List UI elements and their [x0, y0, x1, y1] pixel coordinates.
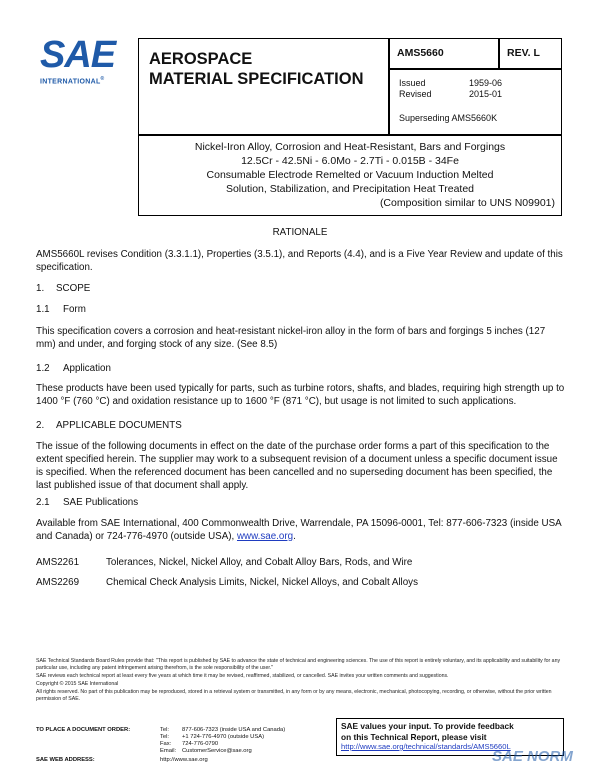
- section-2-1-title: SAE Publications: [63, 497, 139, 508]
- tel-value: 877-606-7323 (inside USA and Canada): [182, 727, 286, 733]
- section-1-1-number: 1.1: [36, 304, 50, 315]
- section-1-1-title: Form: [63, 304, 86, 315]
- section-1-2-text: These products have been used typically for parts, such as turbine rotors, shafts, and blades, requiring high strength up to 1400 °F (760 °C) and oxidation resistance up to 1600 °F (871 °C), but usage is not limited to such applications.: [36, 383, 565, 407]
- feedback-line-2: on this Technical Report, please visit: [341, 731, 487, 742]
- product-composition: (Composition similar to UNS N09901): [379, 197, 555, 209]
- superseding-note: Superseding AMS5660K: [399, 113, 498, 123]
- footer-rights: All rights reserved. No part of this publication may be reproduced, stored in a retrieval system or transmitted, in any form or by any means, electronic, mechanical, photocopying, recording, or otherwise, without the prior written permission of SAE.: [36, 689, 552, 702]
- sae-logo: [40, 34, 122, 86]
- product-line-4: Solution, Stabilization, and Precipitation Heat Treated: [225, 183, 475, 195]
- footer-review-note: SAE reviews each technical report at least every five years at which time it may be revised, reaffirmed, stabilized, or cancelled. SAE invites your written comments and suggestions.: [36, 673, 449, 679]
- issued-label: Issued: [399, 78, 426, 88]
- issue-info-cell: [388, 68, 562, 136]
- email-value[interactable]: CustomerService@sae.org: [182, 748, 252, 754]
- email-label: Email:: [160, 748, 177, 754]
- issued-value: 1959-06: [469, 78, 503, 88]
- revision-label: REV. L: [507, 47, 540, 59]
- fax-label: Fax:: [160, 741, 172, 747]
- section-2-number: 2.: [36, 420, 45, 431]
- section-1-number: 1.: [36, 283, 45, 294]
- tel-label: Tel:: [160, 727, 170, 733]
- logo-mark: SAE: [40, 34, 116, 76]
- document-number: AMS5660: [397, 47, 444, 59]
- tel2-label: Tel:: [160, 734, 170, 740]
- document-number-cell: [388, 38, 500, 70]
- rationale-text: AMS5660L revises Condition (3.3.1.1), Properties (3.5.1), and Reports (4.4), and is a Five Year Review and update of this specification.: [36, 249, 563, 273]
- document-type-box: [138, 38, 390, 136]
- revised-label: Revised: [399, 89, 432, 99]
- footer-copyright: Copyright © 2015 SAE International: [36, 681, 119, 687]
- product-line-3: Consumable Electrode Remelted or Vacuum Induction Melted: [206, 169, 494, 181]
- title-line-2: MATERIAL SPECIFICATION: [149, 70, 364, 88]
- section-2-1-text: [36, 517, 566, 543]
- document-type-title: [149, 49, 364, 89]
- rationale-heading: RATIONALE: [272, 227, 328, 238]
- feedback-line-1: SAE values your input. To provide feedback: [341, 721, 514, 731]
- order-label: TO PLACE A DOCUMENT ORDER:: [36, 727, 131, 733]
- section-2-text: The issue of the following documents in effect on the date of the purchase order forms a part of this specification to the extent specified herein. The supplier may work to a subsequent revision of a document unless a specific document issue is specified. When the referenced document has been cancelled and no superseding document has been specified, the last published issue of that document shall apply.: [36, 441, 558, 491]
- reference-title: Chemical Check Analysis Limits, Nickel, Nickel Alloys, and Cobalt Alloys: [106, 577, 418, 588]
- revised-value: 2015-01: [469, 89, 503, 99]
- feedback-link[interactable]: http://www.sae.org/technical/standards/AMS5660L: [341, 742, 511, 751]
- logo-org: INTERNATIONAL®: [40, 76, 105, 86]
- reference-code: AMS2261: [36, 557, 80, 568]
- section-2-1-period: .: [293, 531, 296, 542]
- web-label: SAE WEB ADDRESS:: [36, 757, 95, 763]
- watermark-text: SAE NORM: [492, 748, 573, 765]
- revision-cell: [498, 38, 562, 70]
- product-line-2: 12.5Cr - 42.5Ni - 6.0Mo - 2.7Ti - 0.015B - 34Fe: [241, 155, 459, 167]
- watermark: [492, 748, 592, 772]
- product-description-box: [138, 134, 562, 216]
- section-2-1-body: Available from SAE International, 400 Commonwealth Drive, Warrendale, PA 15096-0001, Tel: 877-606-7323 (inside USA and Canada) or 724-776-4970 (outside USA),: [36, 518, 562, 542]
- product-line-1: Nickel-Iron Alloy, Corrosion and Heat-Resistant, Bars and Forgings: [194, 141, 506, 153]
- section-1-title: SCOPE: [56, 283, 91, 294]
- footer-disclaimer: SAE Technical Standards Board Rules provide that: "This report is published by SAE to advance the state of technical and engineering sciences. The use of this report is entirely voluntary, and its applicability and suitability for any particular use, including any patent infringement arising therefrom, is the sole responsibility of the user.": [36, 658, 561, 671]
- reference-code: AMS2269: [36, 577, 80, 588]
- section-2-title: APPLICABLE DOCUMENTS: [56, 420, 182, 431]
- reference-title: Tolerances, Nickel, Nickel Alloy, and Cobalt Alloy Bars, Rods, and Wire: [106, 557, 413, 568]
- fax-value: 724-776-0790: [182, 741, 219, 747]
- tel2-value: +1 724-776-4970 (outside USA): [182, 734, 265, 740]
- section-2-1-number: 2.1: [36, 497, 50, 508]
- section-1-2-title: Application: [63, 363, 111, 374]
- sae-website-link[interactable]: www.sae.org: [236, 531, 294, 542]
- web-value[interactable]: http://www.sae.org: [160, 757, 208, 763]
- section-1-2-number: 1.2: [36, 363, 50, 374]
- title-line-1: AEROSPACE: [149, 50, 253, 68]
- footer-legal: [36, 658, 564, 703]
- section-1-1-text: This specification covers a corrosion and heat-resistant nickel-iron alloy in the form of bars and forgings 5 inches (127 mm) and under, and forging stock of any size. (See 8.5): [36, 326, 546, 350]
